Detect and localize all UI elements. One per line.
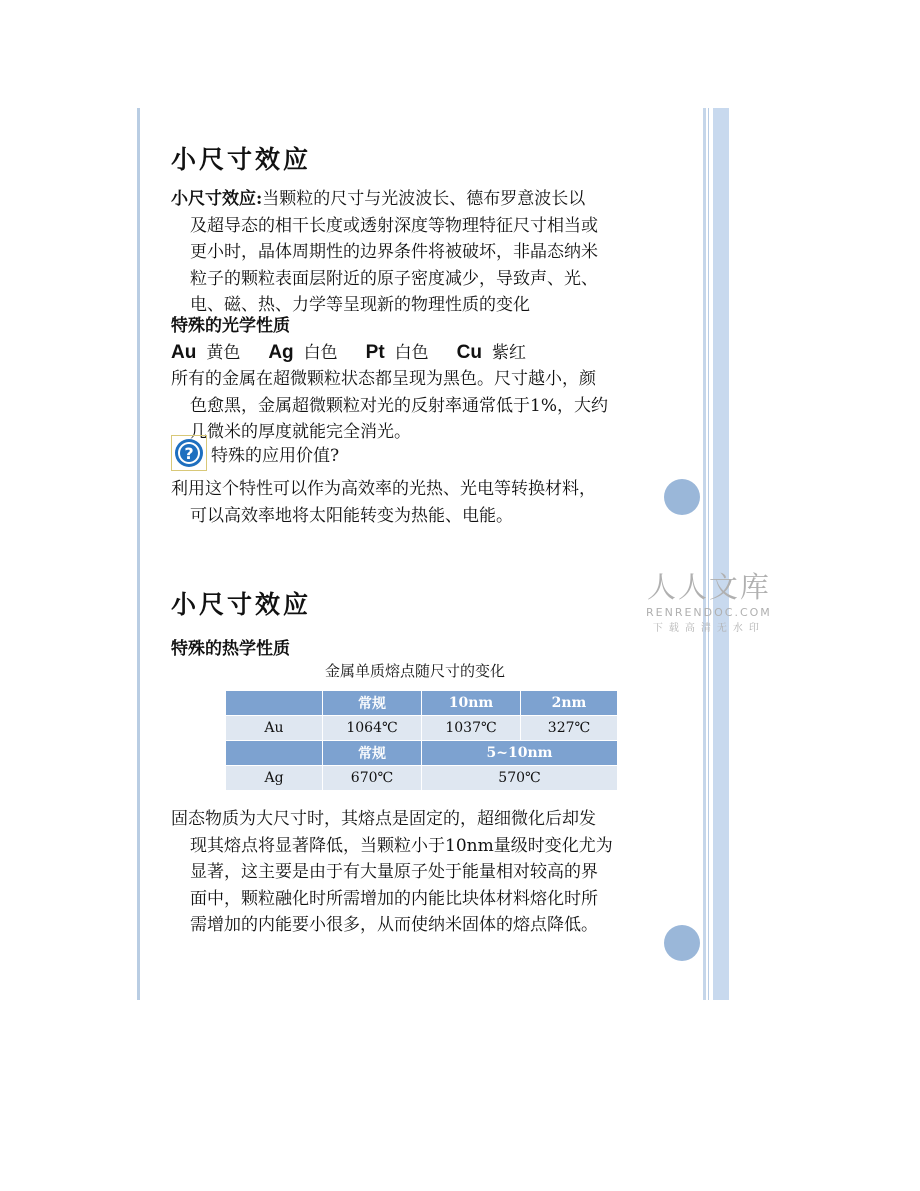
table-header-cell: 10nm <box>422 691 521 716</box>
thermal-heading: 特殊的热学性质 <box>171 639 290 659</box>
table-header-cell <box>226 741 323 766</box>
table-cell: 327℃ <box>521 716 618 741</box>
right-border-band <box>713 108 729 1000</box>
melting-point-table <box>225 690 618 791</box>
table-header-cell: 2nm <box>521 691 618 716</box>
definition-line: 更小时，晶体周期性的边界条件将被破坏，非晶态纳米 <box>190 242 598 262</box>
slide-title: 小尺寸效应 <box>171 145 312 174</box>
paragraph-line: 需增加的内能要小很多，从而使纳米固体的熔点降低。 <box>190 915 598 935</box>
question-row <box>171 435 339 471</box>
paragraph-line: 可以高效率地将太阳能转变为热能、电能。 <box>190 505 513 526</box>
metal-color: 紫红 <box>491 343 526 363</box>
question-text: 特殊的应用价值? <box>211 445 340 466</box>
left-border-line <box>137 108 140 1000</box>
watermark-tagline: 下载高清无水印 <box>652 623 765 634</box>
metal-color: 黄色 <box>206 343 241 363</box>
paragraph-line: 几微米的厚度就能完全消光。 <box>190 422 411 442</box>
definition-lead: 小尺寸效应: <box>171 189 263 209</box>
table-header-cell: 5~10nm <box>422 741 618 766</box>
table-cell: 1037℃ <box>422 716 521 741</box>
paragraph-line: 所有的金属在超微颗粒状态都呈现为黑色。尺寸越小，颜 <box>171 369 596 389</box>
definition-line: 小尺寸效应:当颗粒的尺寸与光波波长、德布罗意波长以 <box>171 189 586 209</box>
paragraph-line: 色愈黑，金属超微颗粒对光的反射率通常低于1%，大约 <box>190 395 608 416</box>
definition-line: 及超导态的相干长度或透射深度等物理特征尺寸相当或 <box>190 215 598 236</box>
metal-color: 白色 <box>394 343 429 363</box>
metal-symbol: Ag <box>268 342 294 363</box>
metal-color: 白色 <box>303 343 338 363</box>
paragraph-line: 显著，这主要是由于有大量原子处于能量相对较高的界 <box>190 862 598 882</box>
table-cell: 1064℃ <box>323 716 422 741</box>
watermark-name: 人人文库 <box>646 570 771 604</box>
table-header-row <box>226 741 618 766</box>
table-row <box>226 766 618 791</box>
definition-paragraph <box>171 186 681 319</box>
definition-line: 粒子的颗粒表面层附近的原子密度减少，导致声、光、 <box>190 268 598 289</box>
metal-symbol: Cu <box>456 342 482 363</box>
right-border-band <box>703 108 706 1000</box>
table-cell: Ag <box>226 766 323 791</box>
table-header-cell: 常规 <box>323 691 422 716</box>
question-mark-icon <box>171 435 207 471</box>
paragraph-line: 面中，颗粒融化时所需增加的内能比块体材料熔化时所 <box>190 888 598 909</box>
slide-title: 小尺寸效应 <box>171 590 312 619</box>
table-header-cell <box>226 691 323 716</box>
metal-colors-row <box>171 338 554 364</box>
paragraph-line: 利用这个特性可以作为高效率的光热、光电等转换材料， <box>171 479 596 499</box>
paragraph-line: 现其熔点将显著降低，当颗粒小于10nm量级时变化尤为 <box>190 835 613 856</box>
definition-line: 电、磁、热、力学等呈现新的物理性质的变化 <box>190 295 530 315</box>
metal-symbol: Au <box>171 342 197 363</box>
melting-paragraph <box>171 806 681 939</box>
table-cell: 670℃ <box>323 766 422 791</box>
table-row <box>226 716 618 741</box>
table-caption: 金属单质熔点随尺寸的变化 <box>325 662 506 680</box>
optical-heading: 特殊的光学性质 <box>171 316 290 336</box>
paragraph-line: 固态物质为大尺寸时，其熔点是固定的，超细微化后却发 <box>171 809 596 829</box>
svg-text:?: ? <box>184 444 194 463</box>
watermark <box>646 565 772 634</box>
metal-symbol: Pt <box>365 342 385 363</box>
table-cell: 570℃ <box>422 766 618 791</box>
black-metal-paragraph <box>171 366 681 446</box>
table-header-row <box>226 691 618 716</box>
table-cell: Au <box>226 716 323 741</box>
watermark-domain: RENRENDOC.COM <box>646 606 772 619</box>
table-header-cell: 常规 <box>323 741 422 766</box>
application-paragraph <box>171 476 681 529</box>
